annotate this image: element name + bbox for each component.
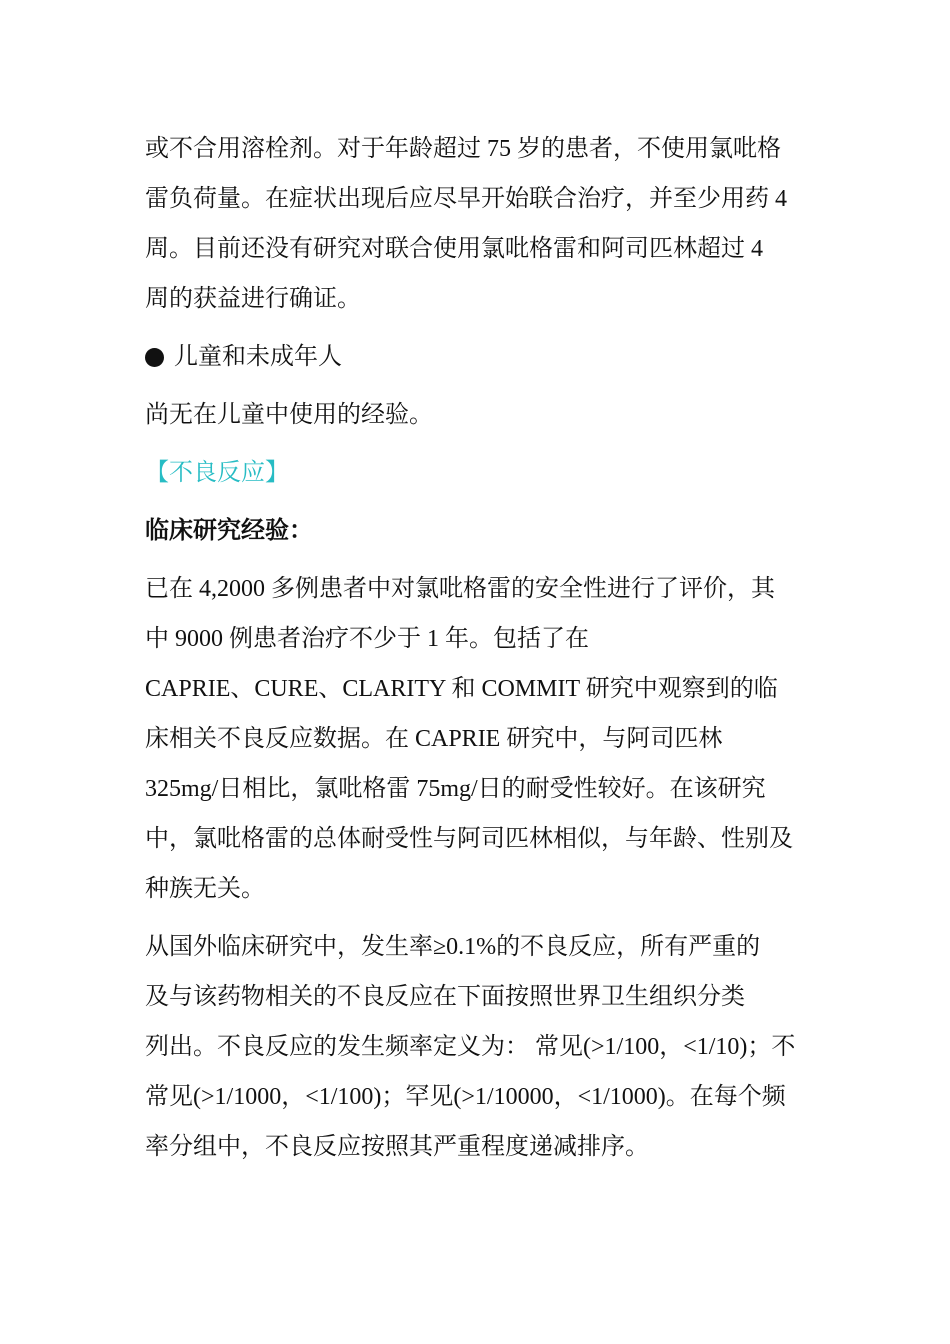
text-line: 周。目前还没有研究对联合使用氯吡格雷和阿司匹林超过 4 xyxy=(145,236,763,262)
paragraph-dual-therapy-duration xyxy=(145,124,810,324)
text-line: 中 9000 例患者治疗不少于 1 年。包括了在 xyxy=(145,626,589,652)
text-line: 尚无在儿童中使用的经验。 xyxy=(145,402,433,428)
section-heading-adverse-reactions: 【不良反应】 xyxy=(145,460,289,486)
paragraph-frequency-definitions xyxy=(145,922,810,1172)
text-line: 已在 4,2000 多例患者中对氯吡格雷的安全性进行了评价，其 xyxy=(145,576,775,602)
text-line: 床相关不良反应数据。在 CAPRIE 研究中，与阿司匹林 xyxy=(145,726,723,752)
text-line: 及与该药物相关的不良反应在下面按照世界卫生组织分类 xyxy=(145,984,745,1010)
bullet-dot-icon xyxy=(145,348,164,367)
text-line: 雷负荷量。在症状出现后应尽早开始联合治疗，并至少用药 4 xyxy=(145,186,787,212)
text-line: 周的获益进行确证。 xyxy=(145,286,361,312)
text-line: 种族无关。 xyxy=(145,876,265,902)
text-line: 常见(>1/1000，<1/100)；罕见(>1/10000，<1/1000)。在每个频 xyxy=(145,1084,786,1110)
text-line: 中，氯吡格雷的总体耐受性与阿司匹林相似，与年龄、性别及 xyxy=(145,826,793,852)
text-line: 列出。不良反应的发生频率定义为： 常见(>1/100，<1/10)；不 xyxy=(145,1034,796,1060)
text-line: CAPRIE、CURE、CLARITY 和 COMMIT 研究中观察到的临 xyxy=(145,676,778,702)
bullet-label: 儿童和未成年人 xyxy=(174,344,342,370)
text-line: 率分组中，不良反应按照其严重程度递减排序。 xyxy=(145,1134,649,1160)
paragraph-children-experience xyxy=(145,390,810,440)
paragraph-safety-evaluation xyxy=(145,564,810,914)
text-line: 或不合用溶栓剂。对于年龄超过 75 岁的患者，不使用氯吡格 xyxy=(145,136,781,162)
text-line: 从国外临床研究中，发生率≥0.1%的不良反应，所有严重的 xyxy=(145,934,761,960)
subheading-clinical-experience: 临床研究经验： xyxy=(145,518,313,544)
text-line: 325mg/日相比，氯吡格雷 75mg/日的耐受性较好。在该研究 xyxy=(145,776,766,802)
bullet-item-children xyxy=(145,332,810,382)
document-page xyxy=(145,124,810,1172)
